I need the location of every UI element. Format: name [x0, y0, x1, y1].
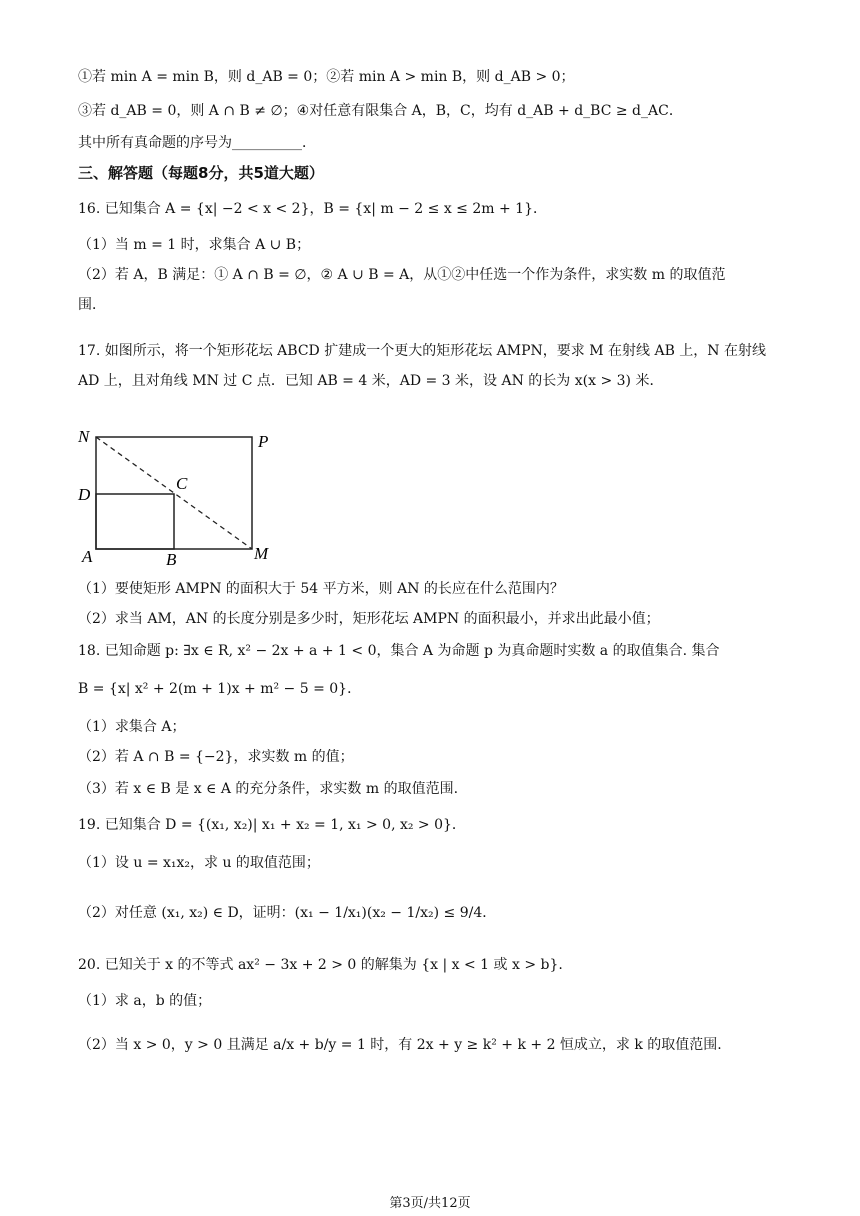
q17-stem: 17. 如图所示，将一个矩形花坛 ABCD 扩建成一个更大的矩形花坛 AMPN，要求 M 在射线 AB 上，N 在射线: [78, 343, 767, 359]
q20-part2: （2）当 x > 0，y > 0 且满足 a/x + b/y = 1 时，有 2x + y ≥ k² + k + 2 恒成立，求 k 的取值范围.: [78, 1037, 722, 1053]
section-heading: 三、解答题（每题8分，共5道大题）: [78, 164, 324, 182]
q17-stem-cont: AD 上，且对角线 MN 过 C 点．已知 AB = 4 米，AD = 3 米，设 AN 的长为 x(x > 3) 米．: [78, 373, 664, 389]
q17-part1: （1）要使矩形 AMPN 的面积大于 54 平方米，则 AN 的长应在什么范围内？: [78, 581, 564, 597]
label-B: B: [166, 550, 177, 569]
label-M: M: [254, 544, 269, 563]
q20-stem: 20. 已知关于 x 的不等式 ax² − 3x + 2 > 0 的解集为 {x | x < 1 或 x > b}.: [78, 957, 563, 973]
q19-part1: （1）设 u = x₁x₂，求 u 的取值范围；: [78, 855, 320, 871]
q19-stem: 19. 已知集合 D = {(x₁, x₂)| x₁ + x₂ = 1, x₁ > 0, x₂ > 0}．: [78, 817, 466, 833]
text-line-2: ③若 d_AB = 0，则 A ∩ B ≠ ∅；④对任意有限集合 A，B，C，均有 d_AB + d_BC ≥ d_AC．: [78, 103, 683, 119]
q16-part2-cont: 围．: [78, 297, 106, 313]
label-D: D: [78, 485, 91, 504]
q18-part3: （3）若 x ∈ B 是 x ∈ A 的充分条件，求实数 m 的取值范围.: [78, 781, 459, 797]
q16-part1: （1）当 m = 1 时，求集合 A ∪ B；: [78, 237, 311, 253]
label-C: C: [176, 474, 188, 493]
rectangle-figure: [72, 420, 292, 570]
q18-stem: 18. 已知命题 p: ∃x ∈ R, x² − 2x + a + 1 < 0，集合 A 为命题 p 为真命题时实数 a 的取值集合. 集合: [78, 643, 720, 659]
q19-part2: （2）对任意 (x₁, x₂) ∈ D，证明：(x₁ − 1/x₁)(x₂ − 1/x₂) ≤ 9/4．: [78, 905, 497, 921]
label-A: A: [82, 547, 93, 566]
q18-part2: （2）若 A ∩ B = {−2}，求实数 m 的值；: [78, 749, 354, 765]
q16-stem: 16. 已知集合 A = {x| −2 < x < 2}，B = {x| m − 2 ≤ x ≤ 2m + 1}．: [78, 201, 547, 217]
text-line-3: 其中所有真命题的序号为__________．: [78, 135, 316, 151]
rect-ABCD: [96, 494, 174, 549]
q18-stem-cont: B = {x| x² + 2(m + 1)x + m² − 5 = 0}．: [78, 681, 362, 697]
page-footer: 第3页/共12页: [389, 1196, 471, 1211]
label-P: P: [258, 432, 269, 451]
q18-part1: （1）求集合 A；: [78, 719, 186, 735]
q20-part1: （1）求 a，b 的值；: [78, 993, 212, 1009]
text-line-1: ①若 min A = min B，则 d_AB = 0；②若 min A > min B，则 d_AB > 0；: [78, 69, 575, 85]
label-N: N: [78, 427, 90, 446]
q16-part2: （2）若 A，B 满足：① A ∩ B = ∅，② A ∪ B = A，从①②中任选一个作为条件，求实数 m 的取值范: [78, 267, 726, 283]
q17-part2: （2）求当 AM，AN 的长度分别是多少时，矩形花坛 AMPN 的面积最小，并求出此最小值；: [78, 611, 660, 627]
